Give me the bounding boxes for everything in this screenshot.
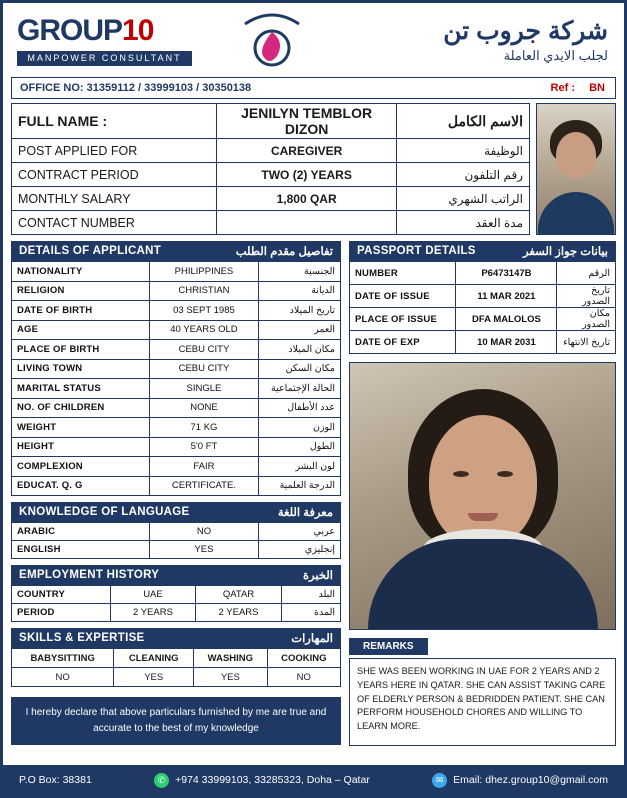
- passport-header-ar: بيانات جواز السفر: [522, 246, 608, 258]
- row-key: NATIONALITY: [12, 262, 150, 282]
- declaration-box: I hereby declare that above particulars furnished by me are true and accurate to the best of my knowledge: [11, 697, 341, 745]
- portrait-eye-left: [453, 471, 469, 477]
- salary-value: 1,800 QAR: [216, 187, 397, 211]
- logo-subtitle: MANPOWER CONSULTANT: [17, 51, 192, 66]
- table-row: [12, 398, 341, 418]
- table-row: [12, 340, 341, 360]
- row-arabic: مكان السكن: [258, 359, 340, 379]
- table-row: [12, 541, 341, 559]
- emblem-icon: [207, 12, 337, 70]
- row-key: DATE OF ISSUE: [350, 285, 456, 308]
- row-arabic: الجنسية: [258, 262, 340, 282]
- row-value: P6473147B: [456, 262, 557, 285]
- employment-section-header: [11, 565, 341, 585]
- document-footer: [3, 765, 624, 795]
- table-row: [12, 163, 530, 187]
- left-column: [11, 241, 341, 746]
- row-arabic: مكان الميلاد: [258, 340, 340, 360]
- skills-table: [11, 648, 341, 687]
- row-arabic: العمر: [258, 320, 340, 340]
- row-value: 71 KG: [150, 418, 259, 438]
- skills-val-2: YES: [194, 668, 267, 687]
- row-arabic: الديانة: [258, 281, 340, 301]
- skills-val-3: NO: [267, 668, 340, 687]
- logo-number-text: 10: [122, 14, 154, 47]
- company-logo: [17, 16, 207, 66]
- row-arabic: إنجليزي: [258, 541, 340, 559]
- skills-col-1: CLEANING: [114, 649, 194, 668]
- row-key: COMPLEXION: [12, 457, 150, 477]
- passport-details-table: [349, 261, 616, 354]
- table-row: [12, 104, 530, 139]
- row-key: COUNTRY: [12, 586, 111, 604]
- phone-icon: ✆: [154, 773, 169, 788]
- row-value: 11 MAR 2021: [456, 285, 557, 308]
- row-key: NO. OF CHILDREN: [12, 398, 150, 418]
- employment-header-ar: الخبرة: [303, 570, 333, 582]
- portrait-body: [538, 192, 614, 234]
- table-row: [12, 437, 341, 457]
- email-text[interactable]: Email: dhez.group10@gmail.com: [453, 774, 608, 786]
- table-row: [12, 281, 341, 301]
- language-section-header: [11, 502, 341, 522]
- row-arabic: تاريخ الميلاد: [258, 301, 340, 321]
- employment-history-table: [11, 585, 341, 622]
- logo-main-text: GROUP: [17, 14, 123, 47]
- portrait-body: [368, 539, 598, 629]
- row-value: 40 YEARS OLD: [150, 320, 259, 340]
- language-header-en: KNOWLEDGE OF LANGUAGE: [19, 506, 190, 518]
- document-header: [3, 3, 624, 75]
- row-value: CERTIFICATE.: [150, 476, 259, 496]
- skills-section-header: [11, 628, 341, 648]
- table-row: [12, 604, 341, 622]
- row-key: RELIGION: [12, 281, 150, 301]
- office-number-text: OFFICE NO: 31359112 / 33999103 / 30350138: [20, 82, 252, 94]
- row-value-1: UAE: [110, 586, 196, 604]
- row-key: ARABIC: [12, 523, 150, 541]
- employment-header-en: EMPLOYMENT HISTORY: [19, 569, 160, 581]
- contract-arabic: رقم التلفون: [397, 163, 530, 187]
- skills-val-1: YES: [114, 668, 194, 687]
- row-key: PLACE OF BIRTH: [12, 340, 150, 360]
- skills-col-2: WASHING: [194, 649, 267, 668]
- swoosh-emblem-icon: [237, 12, 307, 70]
- table-row: [12, 668, 341, 687]
- table-row: [12, 457, 341, 477]
- row-value-2: QATAR: [196, 586, 282, 604]
- language-header-ar: معرفة اللغة: [277, 507, 333, 519]
- table-row: [350, 308, 616, 331]
- salary-label: MONTHLY SALARY: [12, 187, 217, 211]
- portrait-mouth: [468, 513, 498, 521]
- arabic-company-name: شركة جروب تن: [443, 16, 608, 45]
- details-header-ar: تفاصيل مقدم الطلب: [235, 246, 333, 258]
- applicant-summary-section: [11, 103, 616, 235]
- row-arabic: الحالة الإجتماعية: [258, 379, 340, 399]
- po-box-text: P.O Box: 38381: [19, 774, 92, 786]
- row-value-2: 2 YEARS: [196, 604, 282, 622]
- row-value: FAIR: [150, 457, 259, 477]
- row-value: CHRISTIAN: [150, 281, 259, 301]
- table-row: [12, 262, 341, 282]
- fullname-arabic: الاسم الكامل: [397, 104, 530, 139]
- right-column: [349, 241, 616, 746]
- skills-val-0: NO: [12, 668, 114, 687]
- language-table: [11, 522, 341, 559]
- row-value: 10 MAR 2031: [456, 331, 557, 354]
- row-key: AGE: [12, 320, 150, 340]
- passport-section-header: [349, 241, 616, 261]
- row-value: NONE: [150, 398, 259, 418]
- row-key: DATE OF EXP: [350, 331, 456, 354]
- row-arabic: لون البشر: [258, 457, 340, 477]
- passport-header-en: PASSPORT DETAILS: [357, 245, 476, 257]
- row-arabic: المدة: [281, 604, 340, 622]
- details-of-applicant-header: [11, 241, 341, 261]
- table-row: [12, 359, 341, 379]
- table-row: [12, 586, 341, 604]
- contract-label: CONTRACT PERIOD: [12, 163, 217, 187]
- row-arabic: مكان الصدور: [557, 308, 616, 331]
- row-arabic: تاريخ الصدور: [557, 285, 616, 308]
- office-number-bar: [11, 77, 616, 99]
- row-key: PERIOD: [12, 604, 111, 622]
- remarks-text: SHE WAS BEEN WORKING IN UAE FOR 2 YEARS AND 2 YEARS HERE IN QATAR. SHE CAN ASSIST TAKING CARE OF ELDERLY PERSON & BEDRIDDEN PATIENT. SHE CAN PERFORM HOUSEHOLD CHORES AND WILLING TO LEARN MORE.: [349, 658, 616, 746]
- row-value: CEBU CITY: [150, 340, 259, 360]
- table-row: [12, 139, 530, 163]
- row-value: PHILIPPINES: [150, 262, 259, 282]
- main-columns: [11, 241, 616, 746]
- skills-col-0: BABYSITTING: [12, 649, 114, 668]
- applicant-portrait-large: [349, 362, 616, 630]
- row-key: MARITAL STATUS: [12, 379, 150, 399]
- arabic-company-tagline: لجلب الايدي العاملة: [503, 48, 608, 64]
- skills-col-3: COOKING: [267, 649, 340, 668]
- row-arabic: عربي: [258, 523, 340, 541]
- ref-value: BN: [589, 82, 605, 94]
- salary-arabic: الراتب الشهري: [397, 187, 530, 211]
- row-arabic: الطول: [258, 437, 340, 457]
- table-row: [12, 301, 341, 321]
- fullname-label: FULL NAME :: [12, 104, 217, 139]
- table-row: [350, 285, 616, 308]
- row-value: 03 SEPT 1985: [150, 301, 259, 321]
- row-value: YES: [150, 541, 259, 559]
- remarks-header: REMARKS: [349, 638, 428, 655]
- portrait-face: [556, 132, 596, 178]
- portrait-eye-right: [497, 471, 513, 477]
- ref-label: Ref :: [550, 82, 575, 94]
- applicant-details-table: [11, 261, 341, 496]
- row-value: SINGLE: [150, 379, 259, 399]
- table-row: [350, 262, 616, 285]
- table-row: [12, 379, 341, 399]
- row-value: CEBU CITY: [150, 359, 259, 379]
- table-row: [350, 331, 616, 354]
- row-arabic: الوزن: [258, 418, 340, 438]
- table-row: [12, 187, 530, 211]
- row-arabic: الرقم: [557, 262, 616, 285]
- row-key: LIVING TOWN: [12, 359, 150, 379]
- row-arabic: البلد: [281, 586, 340, 604]
- email-icon: ✉: [432, 773, 447, 788]
- contact-label: CONTACT NUMBER: [12, 211, 217, 235]
- post-arabic: الوظيفة: [397, 139, 530, 163]
- details-header-en: DETAILS OF APPLICANT: [19, 245, 162, 257]
- post-label: POST APPLIED FOR: [12, 139, 217, 163]
- table-row: [12, 523, 341, 541]
- contact-arabic: مدة العقد: [397, 211, 530, 235]
- row-arabic: عدد الأطفال: [258, 398, 340, 418]
- row-key: ENGLISH: [12, 541, 150, 559]
- phone-text: +974 33999103, 33285323, Doha – Qatar: [175, 774, 370, 786]
- portrait-face: [429, 415, 537, 547]
- row-value: NO: [150, 523, 259, 541]
- row-key: WEIGHT: [12, 418, 150, 438]
- applicant-portrait-small: [536, 103, 616, 235]
- row-value: DFA MALOLOS: [456, 308, 557, 331]
- row-value-1: 2 YEARS: [110, 604, 196, 622]
- table-row: [12, 211, 530, 235]
- row-key: NUMBER: [350, 262, 456, 285]
- fullname-value: JENILYN TEMBLOR DIZON: [216, 104, 397, 139]
- table-row: [12, 418, 341, 438]
- row-key: HEIGHT: [12, 437, 150, 457]
- row-key: DATE OF BIRTH: [12, 301, 150, 321]
- table-row: [12, 649, 341, 668]
- table-row: [12, 320, 341, 340]
- table-row: [12, 476, 341, 496]
- contact-value: [216, 211, 397, 235]
- phone-contact: [154, 773, 370, 788]
- row-value: 5'0 FT: [150, 437, 259, 457]
- skills-header-en: SKILLS & EXPERTISE: [19, 632, 145, 644]
- row-key: EDUCAT. Q. G: [12, 476, 150, 496]
- applicant-summary-table: [11, 103, 530, 235]
- email-contact[interactable]: [432, 773, 608, 788]
- row-key: PLACE OF ISSUE: [350, 308, 456, 331]
- row-arabic: تاريخ الانتهاء: [557, 331, 616, 354]
- skills-header-ar: المهارات: [291, 633, 333, 645]
- logo-text: [17, 16, 207, 46]
- arabic-header: [337, 18, 614, 65]
- post-value: CAREGIVER: [216, 139, 397, 163]
- contract-value: TWO (2) YEARS: [216, 163, 397, 187]
- row-arabic: الدرجة العلمية: [258, 476, 340, 496]
